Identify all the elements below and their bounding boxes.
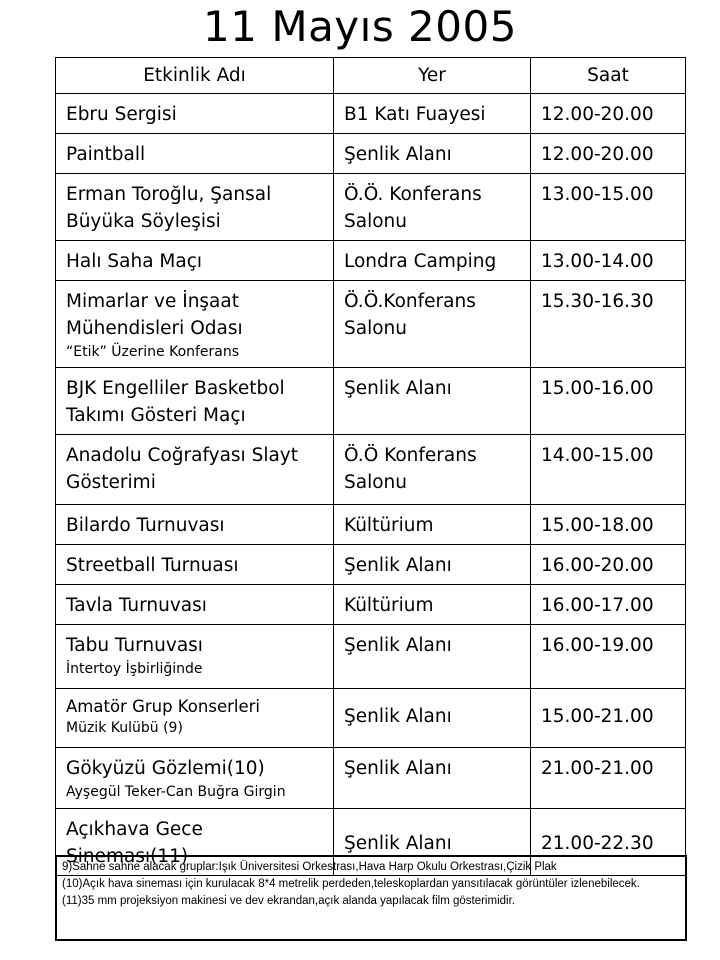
- table-row: [56, 241, 686, 281]
- table-row: [56, 505, 686, 545]
- table-row: [56, 94, 686, 134]
- event-name: Tabu Turnuvası: [66, 635, 203, 656]
- event-place: Şenlik Alanı: [334, 368, 531, 435]
- header-event: Etkinlik Adı: [56, 58, 334, 94]
- event-name: BJK Engelliler Basketbol Takımı Gösteri Maçı: [56, 368, 334, 435]
- event-time: 16.00-20.00: [531, 545, 686, 585]
- event-subtitle: Ayşegül Teker-Can Buğra Girgin: [66, 784, 286, 800]
- event-name: Streetball Turnuası: [56, 545, 334, 585]
- event-time: 12.00-20.00: [531, 134, 686, 174]
- table-row: [56, 368, 686, 435]
- event-name: Açıkhava Gece Sineması(11): [56, 809, 334, 876]
- event-place: Şenlik Alanı: [334, 134, 531, 174]
- event-name: Tavla Turnuvası: [56, 585, 334, 625]
- event-name: Erman Toroğlu, Şansal Büyüka Söyleşisi: [56, 174, 334, 241]
- event-time: 15.00-18.00: [531, 505, 686, 545]
- table-row: [56, 545, 686, 585]
- footnotes-box: [55, 855, 687, 941]
- event-time: 13.00-15.00: [531, 174, 686, 241]
- header-place: Yer: [334, 58, 531, 94]
- event-name: Halı Saha Maçı: [56, 241, 334, 281]
- event-name-cell: [56, 689, 334, 748]
- event-place: Kültürium: [334, 505, 531, 545]
- event-place: Ö.Ö Konferans Salonu: [334, 435, 531, 505]
- event-subtitle: “Etik” Üzerine Konferans: [66, 344, 240, 360]
- table-row: [56, 625, 686, 689]
- event-place: Şenlik Alanı: [334, 748, 531, 809]
- event-time: 16.00-19.00: [531, 625, 686, 689]
- event-name: Bilardo Turnuvası: [56, 505, 334, 545]
- event-time: 16.00-17.00: [531, 585, 686, 625]
- events-table: [55, 57, 686, 876]
- event-place: Ö.Ö. Konferans Salonu: [334, 174, 531, 241]
- event-time: 12.00-20.00: [531, 94, 686, 134]
- table-row: [56, 585, 686, 625]
- event-place: Şenlik Alanı: [334, 689, 531, 748]
- event-place: Şenlik Alanı: [334, 625, 531, 689]
- table-row: [56, 281, 686, 368]
- event-place: Şenlik Alanı: [334, 809, 531, 876]
- footnote-9: 9)Sahne sahne alacak gruplar:Işık Üniversitesi Orkestrası,Hava Harp Okulu Orkestrası,Çizik Plak: [62, 861, 557, 873]
- event-time: 15.00-16.00: [531, 368, 686, 435]
- event-time: 15.00-21.00: [531, 689, 686, 748]
- table-row: [56, 174, 686, 241]
- header-time: Saat: [531, 58, 686, 94]
- event-name: Ebru Sergisi: [56, 94, 334, 134]
- event-name: Gökyüzü Gözlemi(10): [66, 758, 265, 779]
- event-name: Amatör Grup Konserleri: [66, 697, 260, 716]
- event-name-cell: [56, 748, 334, 809]
- table-row: [56, 748, 686, 809]
- event-time: 21.00-22.30: [531, 809, 686, 876]
- event-place: Şenlik Alanı: [334, 545, 531, 585]
- event-time: 13.00-14.00: [531, 241, 686, 281]
- table-row: [56, 689, 686, 748]
- event-name: Paintball: [56, 134, 334, 174]
- table-header-row: [56, 58, 686, 94]
- event-name: Mimarlar ve İnşaat Mühendisleri Odası: [66, 291, 243, 339]
- footnote-10: (10)Açık hava sineması için kurulacak 8*4 metrelik perdeden,teleskoplardan yansıtılacak görüntüler izlenebilecek.: [62, 878, 640, 890]
- event-name-cell: [56, 281, 334, 368]
- event-time: 14.00-15.00: [531, 435, 686, 505]
- event-time: 21.00-21.00: [531, 748, 686, 809]
- event-time: 15.30-16.30: [531, 281, 686, 368]
- event-place: Kültürium: [334, 585, 531, 625]
- page-title: 11 Mayıs 2005: [203, 2, 517, 51]
- event-subtitle: İntertoy İşbirliğinde: [66, 661, 203, 677]
- event-place: Londra Camping: [334, 241, 531, 281]
- table-row: [56, 134, 686, 174]
- event-place: Ö.Ö.Konferans Salonu: [334, 281, 531, 368]
- event-name: Anadolu Coğrafyası Slayt Gösterimi: [56, 435, 334, 505]
- event-place: B1 Katı Fuayesi: [334, 94, 531, 134]
- footnote-11: (11)35 mm projeksiyon makinesi ve dev ekrandan,açık alanda yapılacak film gösterimidir.: [62, 895, 515, 907]
- event-subtitle: Müzik Kulübü (9): [66, 720, 183, 736]
- table-row: [56, 435, 686, 505]
- event-name-cell: [56, 625, 334, 689]
